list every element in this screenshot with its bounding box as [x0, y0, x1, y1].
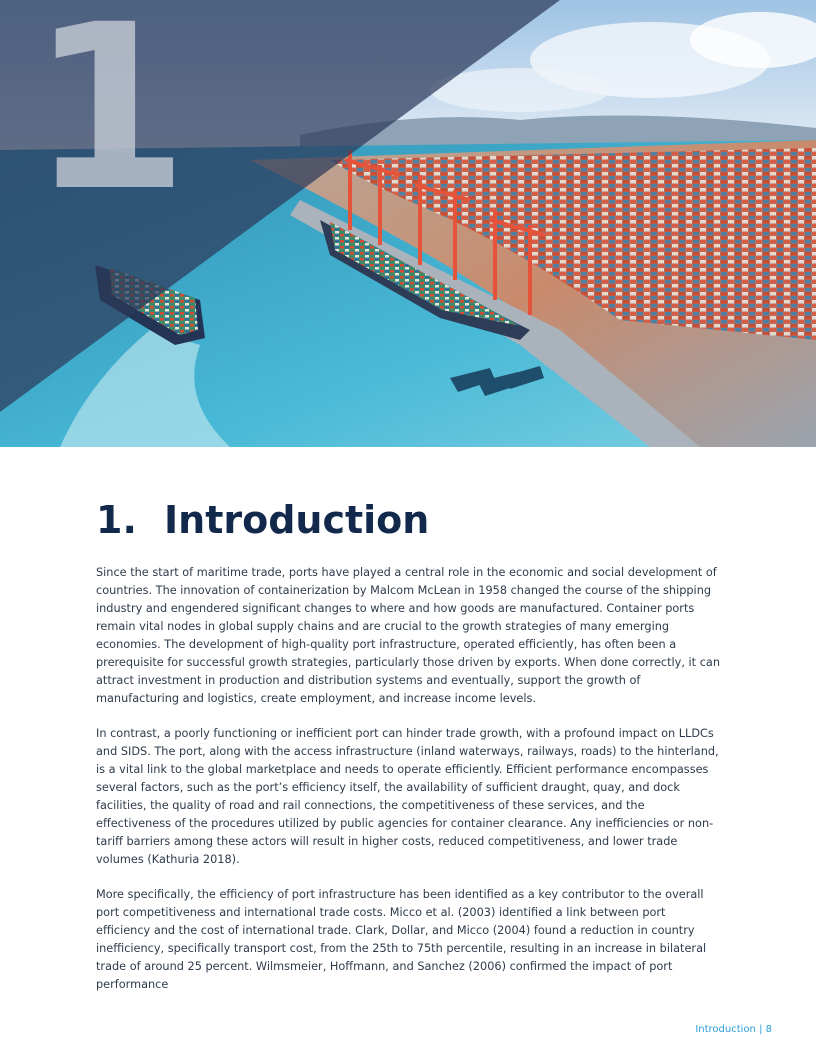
- paragraph: Since the start of maritime trade, ports have played a central role in the economic and social development of countries. The innovation of containerization by Malcom McLean in 1958 changed the course of the shipping industry and engendered significant changes to where and how goods are manufactured. Container ports remain vital nodes in global supply chains and are crucial to the growth strategies of many emerging economies. The development of high-quality port infrastructure, operated efficiently, has often been a prerequisite for successful growth strategies, particularly those driven by exports. When done correctly, it can attract investment in production and distribution systems and eventually, support the growth of manufacturing and logistics, create employment, and increase income levels.: [96, 566, 720, 705]
- page-number: 8: [765, 1024, 772, 1035]
- footer-separator: |: [759, 1024, 763, 1035]
- paragraph: More specifically, the efficiency of port infrastructure has been identified as a key contributor to the overall port competitiveness and international trade costs. Micco et al. (2003) identified a link between port efficiency and the cost of international trade. Clark, Dollar, and Micco (2004) found a reduction in country inefficiency, specifically transport cost, from the 25th to 75th percentile, resulting in an increase in bilateral trade of around 25 percent. Wilmsmeier, Hoffmann, and Sanchez (2006) confirmed the impact of port performance: [96, 888, 707, 991]
- section-number: 1.: [96, 498, 137, 542]
- hero-image: [0, 0, 816, 447]
- page-footer: [695, 1024, 772, 1035]
- body-text: [96, 564, 722, 1011]
- chapter-number: 1: [30, 0, 181, 241]
- section-heading: [96, 496, 429, 544]
- section-title: Introduction: [164, 498, 430, 542]
- paragraph: In contrast, a poorly functioning or inefficient port can hinder trade growth, with a profound impact on LLDCs and SIDS. The port, along with the access infrastructure (inland waterways, railways, roads) to the hinterland, is a vital link to the global marketplace and needs to operate efficiently. Efficient performance encompasses several factors, such as the port’s efficiency itself, the availability of sufficient draught, quay, and dock facilities, the quality of road and rail connections, the competitiveness of these services, and the effectiveness of the procedures utilized by public agencies for container clearance. Any inefficiencies or non-tariff barriers among these actors will result in higher costs, reduced competitiveness, and lower trade volumes (Kathuria 2018).: [96, 727, 719, 866]
- footer-section-label: Introduction: [695, 1024, 756, 1035]
